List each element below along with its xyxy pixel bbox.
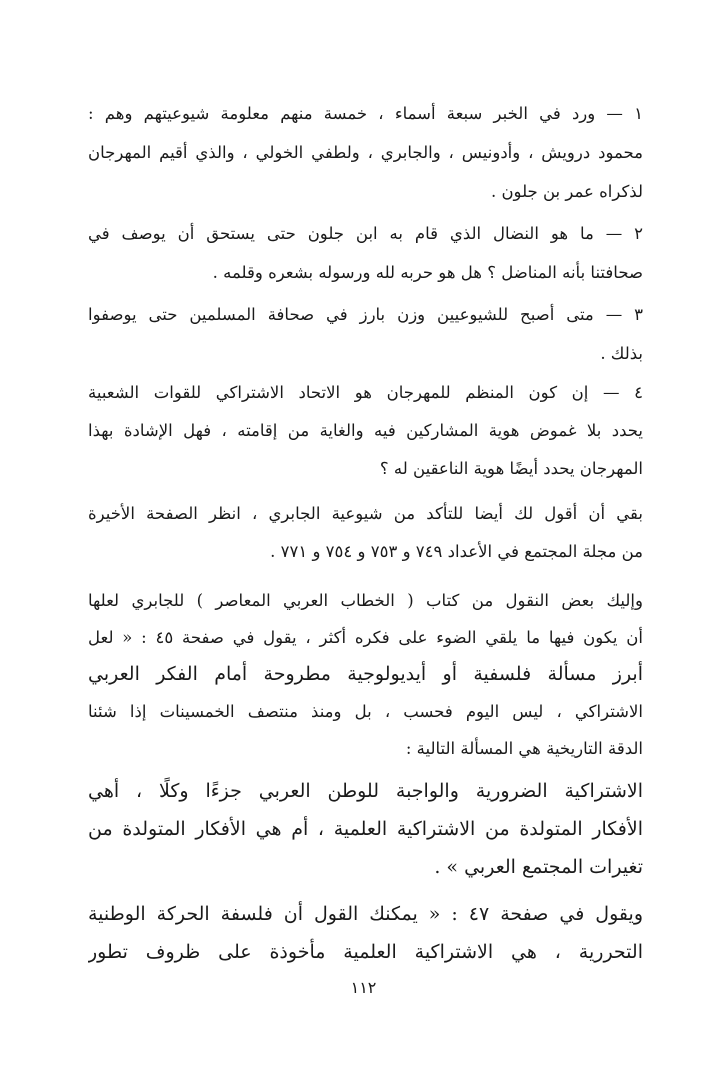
text-line: أن يكون فيها ما يلقي الضوء على فكره أكثر ، يقول في صفحة ٤٥ : « لعل <box>88 628 643 647</box>
page-number: ١١٢ <box>350 978 377 997</box>
text-line: أبرز مسألة فلسفية أو أيديولوجية مطروحة أمام الفكر العربي <box>88 663 643 685</box>
text-line: يحدد بلا غموض هوية المشاركين فيه والغاية من إقامته ، فهل الإشادة بهذا <box>88 421 643 440</box>
text-line: المهرجان يحدد أيضًا هوية الناعقين له ؟ <box>379 459 643 478</box>
text-line: ٣ — متى أصبح للشيوعيين وزن بارز في صحافة المسلمين حتى يوصفوا <box>88 305 643 324</box>
text-line: ٢ — ما هو النضال الذي قام به ابن جلون حتى يستحق أن يوصف في <box>88 224 643 243</box>
paragraph-6 <box>88 582 643 767</box>
paragraph-7-quote <box>88 772 643 886</box>
text-line: الدقة التاريخية هي المسألة التالية : <box>405 739 643 758</box>
text-line: الأفكار المتولدة من الاشتراكية العلمية ، أم هي الأفكار المتولدة من <box>88 818 643 840</box>
paragraph-8 <box>88 895 643 971</box>
text-line: لذكراه عمر بن جلون . <box>490 182 643 201</box>
paragraph-1 <box>88 94 643 211</box>
text-line: بقي أن أقول لك أيضا للتأكد من شيوعية الجابري ، انظر الصفحة الأخيرة <box>88 504 643 523</box>
paragraph-5 <box>88 495 643 571</box>
paragraph-3 <box>88 295 643 373</box>
text-line: الاشتراكي ، ليس اليوم فحسب ، بل ومنذ منتصف الخمسينات إذا شئنا <box>88 702 643 721</box>
text-line: التحررية ، هي الاشتراكية العلمية مأخوذة على ظروف تطور <box>88 941 643 963</box>
text-line: صحافتنا بأنه المناضل ؟ هل هو حربه لله ورسوله بشعره وقلمه . <box>212 263 643 282</box>
text-line: ويقول في صفحة ٤٧ : « يمكنك القول أن فلسفة الحركة الوطنية <box>88 903 643 925</box>
text-line: ١ — ورد في الخبر سبعة أسماء ، خمسة منهم معلومة شيوعيتهم وهم : <box>88 104 643 123</box>
paragraph-2 <box>88 214 643 292</box>
text-line: وإليك بعض النقول من كتاب ( الخطاب العربي المعاصر ) للجابري لعلها <box>88 591 643 610</box>
text-line: الاشتراكية الضرورية والواجبة للوطن العربي جزءًا وكلًا ، أهي <box>88 780 643 802</box>
text-line: من مجلة المجتمع في الأعداد ٧٤٩ و ٧٥٣ و ٧٥٤ و ٧٧١ . <box>270 542 643 561</box>
text-line: محمود درويش ، وأدونيس ، والجابري ، ولطفي الخولي ، والذي أقيم المهرجان <box>88 143 643 162</box>
text-line: تغيرات المجتمع العربي » . <box>434 856 643 878</box>
text-line: ٤ — إن كون المنظم للمهرجان هو الاتحاد الاشتراكي للقوات الشعبية <box>88 383 643 402</box>
text-line: بذلك . <box>600 344 643 363</box>
paragraph-4 <box>88 374 643 488</box>
